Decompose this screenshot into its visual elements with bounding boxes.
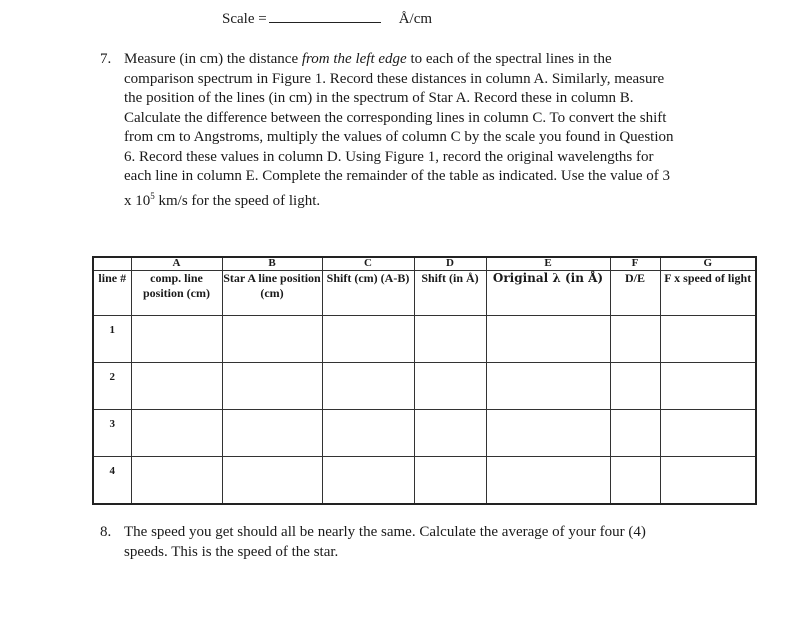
table-cell[interactable] bbox=[610, 363, 660, 410]
header-comp-position: comp. line position (cm) bbox=[131, 271, 222, 316]
question-7-text bbox=[124, 50, 680, 211]
question-7-number: 7. bbox=[100, 51, 112, 67]
table-cell[interactable] bbox=[322, 363, 414, 410]
table-cell[interactable] bbox=[222, 410, 322, 457]
header-star-position: Star A line position (cm) bbox=[222, 271, 322, 316]
table-row bbox=[93, 316, 756, 363]
q7-text-part: km/s for the speed of light. bbox=[154, 192, 321, 209]
table-cell[interactable] bbox=[222, 363, 322, 410]
table-cell[interactable] bbox=[660, 363, 756, 410]
table-cell[interactable] bbox=[414, 316, 486, 363]
table-cell[interactable] bbox=[660, 316, 756, 363]
header-shift-angstrom: Shift (in Å) bbox=[414, 271, 486, 316]
table-row bbox=[93, 410, 756, 457]
column-letter bbox=[93, 257, 131, 271]
table-cell[interactable] bbox=[131, 410, 222, 457]
column-letter: F bbox=[610, 257, 660, 271]
scale-blank[interactable] bbox=[269, 8, 381, 23]
table-cell[interactable] bbox=[660, 410, 756, 457]
column-letter: C bbox=[322, 257, 414, 271]
header-speed: F x speed of light bbox=[660, 271, 756, 316]
scale-line bbox=[222, 8, 432, 28]
row-number: 2 bbox=[93, 363, 131, 410]
column-letter: B bbox=[222, 257, 322, 271]
scale-label: Scale = bbox=[222, 11, 267, 27]
q7-exponent: 5 bbox=[150, 190, 155, 201]
q7-text-part: to each of the spectral lines in the comparison spectrum in Figure 1. Record these distances in column A. Similarly, measure the position of the lines (in cm) in the spectrum of Star A. Record these in column B. Calculate the difference between the corresponding lines in column C. To convert the shift from cm to Angstroms, multiply the values of column C by the scale you found in Question 6. Record these values in column D. Using Figure 1, record the original wavelengths for each line in column E. Complete the remainder of the table as indicated. Use the value of 3 x 10 bbox=[124, 51, 674, 209]
header-shift-cm: Shift (cm) (A-B) bbox=[322, 271, 414, 316]
table-cell[interactable] bbox=[660, 457, 756, 505]
scale-unit: Å/cm bbox=[398, 11, 433, 27]
data-table bbox=[92, 256, 757, 505]
q7-emphasis: from the left edge bbox=[301, 51, 407, 67]
table-cell[interactable] bbox=[322, 457, 414, 505]
table-cell[interactable] bbox=[414, 410, 486, 457]
table-cell[interactable] bbox=[222, 457, 322, 505]
table-cell[interactable] bbox=[131, 316, 222, 363]
column-letter: E bbox=[486, 257, 610, 271]
table-cell[interactable] bbox=[322, 410, 414, 457]
column-letter-row bbox=[93, 257, 756, 271]
table-row bbox=[93, 457, 756, 505]
table-cell[interactable] bbox=[414, 363, 486, 410]
header-original-lambda: Original λ (in Å) bbox=[486, 271, 610, 316]
header-ratio: D/E bbox=[610, 271, 660, 316]
question-8-text: The speed you get should all be nearly the same. Calculate the average of your four (4) speeds. This is the speed of the star. bbox=[124, 524, 646, 560]
column-letter: G bbox=[660, 257, 756, 271]
question-8-number: 8. bbox=[100, 524, 112, 540]
table-cell[interactable] bbox=[610, 316, 660, 363]
table-cell[interactable] bbox=[222, 316, 322, 363]
table-row bbox=[93, 363, 756, 410]
table-cell[interactable] bbox=[610, 410, 660, 457]
table-cell[interactable] bbox=[486, 457, 610, 505]
table-cell[interactable] bbox=[486, 363, 610, 410]
table-cell[interactable] bbox=[414, 457, 486, 505]
table-cell[interactable] bbox=[486, 410, 610, 457]
table-cell[interactable] bbox=[486, 316, 610, 363]
row-number: 3 bbox=[93, 410, 131, 457]
table-cell[interactable] bbox=[610, 457, 660, 505]
header-line-number: line # bbox=[93, 271, 131, 316]
table-cell[interactable] bbox=[322, 316, 414, 363]
column-letter: D bbox=[414, 257, 486, 271]
column-letter: A bbox=[131, 257, 222, 271]
row-number: 4 bbox=[93, 457, 131, 505]
table-cell[interactable] bbox=[131, 363, 222, 410]
q7-text-part: Measure (in cm) the distance bbox=[124, 51, 302, 67]
row-number: 1 bbox=[93, 316, 131, 363]
header-row bbox=[93, 271, 756, 316]
table-cell[interactable] bbox=[131, 457, 222, 505]
